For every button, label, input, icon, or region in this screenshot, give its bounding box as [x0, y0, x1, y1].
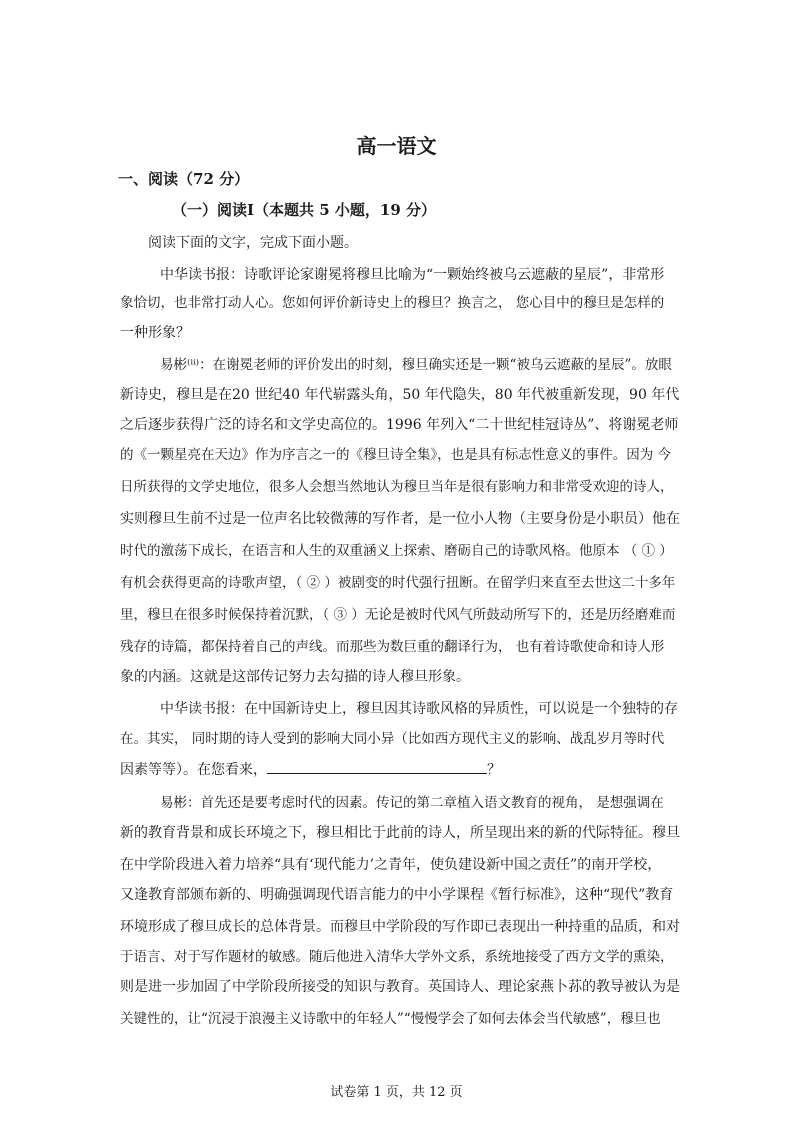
paragraph-line: 则是进一步加固了中学阶段所接受的知识与教育。英国诗人、理论家燕卜荪的教导被认为是 — [120, 979, 680, 995]
paragraph-line: 新诗史，穆旦是在20 世纪40 年代崭露头角，50 年代隐失，80 年代被重新发现，90 年代 — [120, 387, 680, 403]
paragraph-line: 环境形成了穆旦成长的总体背景。而穆旦中学阶段的写作即已表现出一种持重的品质，和对 — [120, 919, 680, 935]
paragraph-line: 关键性的，让“沉浸于浪漫主义诗歌中的年轻人”“慢慢学会了如何去体会当代敏感”，穆旦也 — [120, 1011, 661, 1027]
paragraph-line: 一种形象？ — [120, 325, 190, 341]
paragraph-line: 易彬：首先还是要考虑时代的因素。传记的第二章植入语文教育的视角， 是想强调在 — [160, 795, 664, 811]
paragraph-line: 于语言、对于写作题材的敏感。随后他进入清华大学外文系，系统地接受了西方文学的熏染， — [120, 949, 674, 965]
paragraph-line: 里，穆旦在很多时候保持着沉默，（ ③ ）无论是被时代风气所鼓动所写下的，还是历经磨难而 — [120, 607, 676, 623]
paragraph-line: 象恰切，也非常打动人心。您如何评价新诗史上的穆旦？换言之， 您心目中的穆旦是怎样的 — [120, 295, 665, 311]
paragraph-text: 因素等等）。在您看来， — [120, 762, 267, 778]
answer-blank[interactable] — [267, 759, 487, 774]
paragraph-line: 在。其实， 同时期的诗人受到的影响大同小异（比如西方现代主义的影响、战乱岁月等时代 — [120, 731, 665, 747]
paragraph-line: 有机会获得更高的诗歌声望，（ ② ）被剧变的时代强行扭断。在留学归来直至去世这二十多年 — [120, 575, 676, 591]
fill-in-line — [120, 759, 501, 780]
paragraph-line: 的《一颗星亮在天边》作为序言之一的《穆旦诗全集》，也是具有标志性意义的事件。因为 今 — [120, 447, 672, 463]
paragraph-line: 中华读书报：在中国新诗史上，穆旦因其诗歌风格的异质性，可以说是一个独特的存 — [160, 701, 678, 717]
paragraph-line: 又逢教育部颁布新的、明确强调现代语言能力的中小学课程《暂行标准》，这种“现代”教育 — [120, 887, 674, 903]
paragraph-line: 新的教育背景和成长环境之下，穆旦相比于此前的诗人，所呈现出来的新的代际特征。穆旦 — [120, 825, 680, 841]
question-mark: ？ — [487, 762, 501, 778]
paragraph-line: 象的内涵。这就是这部传记努力去勾描的诗人穆旦形象。 — [120, 669, 470, 685]
page-footer: 试卷第 1 页，共 12 页 — [330, 1085, 463, 1100]
paragraph-line: 在中学阶段进入着力培养“具有‘现代能力’之青年，使负建设新中国之责任”的南开学校， — [120, 857, 662, 873]
paragraph-line: 时代的激荡下成长，在语言和人生的双重涵义上探索、磨砺自己的诗歌风格。他原本 （ ① ） — [120, 543, 673, 559]
subsection-heading: （一）阅读Ⅰ（本题共 5 小题，19 分） — [172, 201, 436, 219]
section-heading: 一、阅读（72 分） — [118, 170, 250, 188]
paragraph-line: 残存的诗篇，都保持着自己的声线。而那些为数巨重的翻译行为， 也有着诗歌使命和诗人形 — [120, 639, 665, 655]
paragraph-line: 实则穆旦生前不过是一位声名比较微薄的写作者，是一位小人物（主要身份是小职员）他在 — [120, 511, 680, 527]
instruction-line: 阅读下面的文字，完成下面小题。 — [148, 235, 358, 251]
page-title: 高一语文 — [356, 134, 437, 158]
paragraph-line: 日所获得的文学史地位，很多人会想当然地认为穆旦当年是很有影响力和非常受欢迎的诗人， — [120, 479, 674, 495]
paragraph-line: 易彬⁽ⁱⁱ⁾：在谢冕老师的评价发出的时刻，穆旦确实还是一颗“被乌云遮蔽的星辰”。放眼 — [160, 357, 672, 373]
paragraph-line: 之后逐步获得广泛的诗名和文学史高位的。1996 年列入“二十世纪桂冠诗丛”、将谢冕老师 — [120, 417, 679, 433]
paragraph-line: 中华读书报：诗歌评论家谢冕将穆旦比喻为“一颗始终被乌云遮蔽的星辰”，非常形 — [160, 267, 665, 283]
